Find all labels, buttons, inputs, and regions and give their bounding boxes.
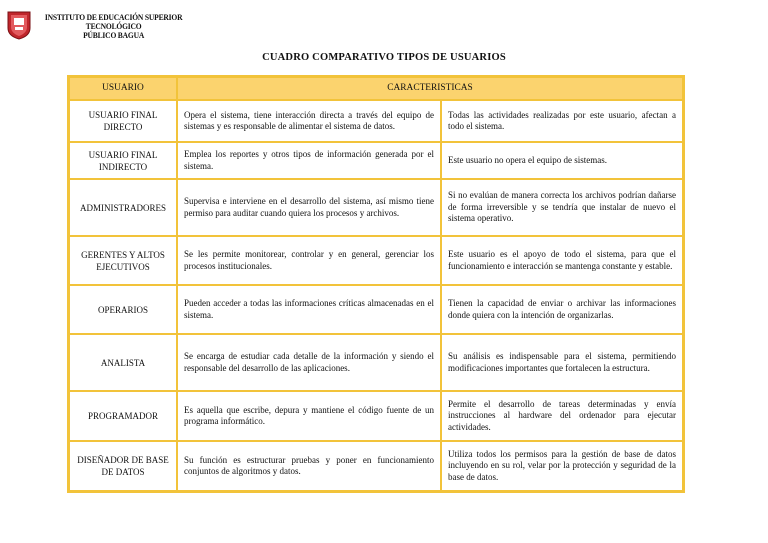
- user-type-cell: OPERARIOS: [69, 285, 177, 334]
- table-row: [69, 236, 683, 285]
- user-type-cell: ANALISTA: [69, 334, 177, 391]
- characteristic-cell: Emplea los reportes y otros tipos de información generada por el sistema.: [177, 142, 441, 179]
- header-usuario: USUARIO: [69, 77, 177, 100]
- table-row: [69, 142, 683, 179]
- characteristic-cell: Este usuario no opera el equipo de sistemas.: [441, 142, 683, 179]
- user-type-cell: USUARIO FINAL DIRECTO: [69, 100, 177, 142]
- table-row: [69, 334, 683, 391]
- user-type-cell: PROGRAMADOR: [69, 391, 177, 441]
- user-type-cell: GERENTES Y ALTOS EJECUTIVOS: [69, 236, 177, 285]
- user-type-cell: USUARIO FINAL INDIRECTO: [69, 142, 177, 179]
- institution-name: [40, 13, 187, 40]
- header-caracteristicas: CARACTERISTICAS: [177, 77, 683, 100]
- characteristic-cell: Tienen la capacidad de enviar o archivar las informaciones donde quiera con la intención de organizarlas.: [441, 285, 683, 334]
- table-row: [69, 179, 683, 236]
- characteristic-cell: Si no evalúan de manera correcta los archivos podrían dañarse de forma irreversible y se tendría que instalar de nuevo el sistema operativo.: [441, 179, 683, 236]
- table-row: [69, 391, 683, 441]
- comparison-table: [67, 75, 685, 493]
- table-row: [69, 285, 683, 334]
- document-title: CUADRO COMPARATIVO TIPOS DE USUARIOS: [262, 52, 506, 63]
- characteristic-cell: Todas las actividades realizadas por este usuario, afectan a todo el sistema.: [441, 100, 683, 142]
- characteristic-cell: Pueden acceder a todas las informaciones críticas almacenadas en el sistema.: [177, 285, 441, 334]
- table-row: [69, 441, 683, 491]
- characteristic-cell: Supervisa e interviene en el desarrollo del sistema, así mismo tiene permiso para auditar cuando quiera los procesos y archivos.: [177, 179, 441, 236]
- table-row: [69, 100, 683, 142]
- characteristic-cell: Se les permite monitorear, controlar y en general, gerenciar los procesos institucionales.: [177, 236, 441, 285]
- characteristic-cell: Utiliza todos los permisos para la gestión de base de datos incluyendo en su rol, velar por la protección y seguridad de la base de datos.: [441, 441, 683, 491]
- characteristic-cell: Se encarga de estudiar cada detalle de la información y siendo el responsable del desarrollo de las aplicaciones.: [177, 334, 441, 391]
- characteristic-cell: Su análisis es indispensable para el sistema, permitiendo modificaciones importantes que fortalecen la estructura.: [441, 334, 683, 391]
- institution-header: [6, 8, 226, 38]
- institution-logo-icon: [6, 10, 32, 40]
- institution-name-line2: PÚBLICO BAGUA: [83, 31, 145, 40]
- characteristic-cell: Opera el sistema, tiene interacción directa a través del equipo de sistemas y es responsable de alimentar el sistema de datos.: [177, 100, 441, 142]
- characteristic-cell: Su función es estructurar pruebas y poner en funcionamiento conjuntos de algoritmos y datos.: [177, 441, 441, 491]
- table-header-row: [69, 77, 683, 100]
- characteristic-cell: Este usuario es el apoyo de todo el sistema, para que el funcionamiento e interacción se mantenga constante y estable.: [441, 236, 683, 285]
- institution-name-line1: INSTITUTO DE EDUCACIÓN SUPERIOR TECNOLÓGICO: [44, 13, 183, 31]
- user-type-cell: ADMINISTRADORES: [69, 179, 177, 236]
- user-type-cell: DISEÑADOR DE BASE DE DATOS: [69, 441, 177, 491]
- characteristic-cell: Es aquella que escribe, depura y mantiene el código fuente de un programa informático.: [177, 391, 441, 441]
- characteristic-cell: Permite el desarrollo de tareas determinadas y envía instrucciones al hardware del ordenador para ejecutar actividades.: [441, 391, 683, 441]
